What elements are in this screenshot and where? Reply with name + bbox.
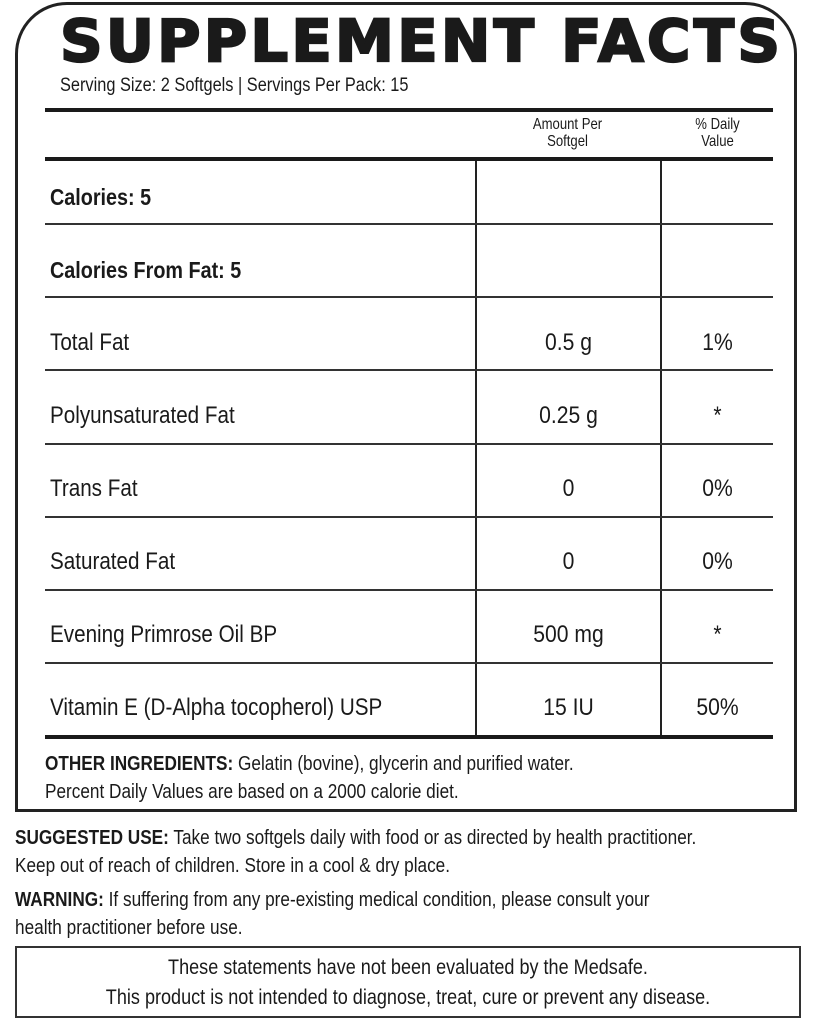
nutrient-name: Evening Primrose Oil BP [50,621,278,648]
disclaimer-line2: This product is not intended to diagnose, treat, cure or prevent any disease. [105,986,711,1009]
nutrient-name: Trans Fat [50,475,138,502]
nutrient-name: Vitamin E (D-Alpha tocopherol) USP [50,694,383,721]
table-row [45,672,773,744]
nutrient-daily-value: 0% [702,548,733,575]
table-row [45,526,773,598]
nutrient-name: Calories From Fat: 5 [50,257,242,283]
table-row [45,380,773,452]
daily-values-note: Percent Daily Values are based on a 2000 calorie diet. [45,781,459,803]
suggested-use-label: SUGGESTED USE: [15,827,169,849]
nutrient-name: Calories: 5 [50,184,152,210]
column-header-dv-line2: Value [701,133,734,150]
table-row [45,599,773,671]
nutrient-daily-value: 1% [702,329,733,356]
serving-info: Serving Size: 2 Softgels | Servings Per Pack: 15 [60,75,409,96]
suggested-use [15,824,696,852]
other-ingredients-label: OTHER INGREDIENTS: [45,753,234,775]
row-divider [45,296,773,298]
row-divider [45,662,773,664]
column-header-amount-line1: Amount Per [532,116,603,133]
suggested-use-text: Take two softgels daily with food or as directed by health practitioner. [168,827,697,849]
nutrient-amount: 500 mg [533,621,604,648]
nutrient-name: Saturated Fat [50,548,176,575]
header-rule-top [45,108,773,112]
disclaimer-box [15,946,801,1018]
nutrient-daily-value: * [713,621,722,648]
row-divider [45,589,773,591]
column-header-amount [492,116,644,150]
other-ingredients-text: Gelatin (bovine), glycerin and purified water. [233,753,574,775]
nutrient-name: Polyunsaturated Fat [50,402,235,429]
nutrient-daily-value: 50% [696,694,739,721]
nutrient-name: Total Fat [50,329,130,356]
disclaimer-line1: These statements have not been evaluated by the Medsafe. [168,956,648,979]
nutrient-daily-value: 0% [702,475,733,502]
nutrient-amount: 0 [562,475,575,502]
column-header-daily-value [672,116,763,150]
warning-line2: health practitioner before use. [15,917,243,939]
column-header-dv-line1: % Daily [695,116,740,133]
nutrient-amount: 0 [562,548,575,575]
other-ingredients [45,750,574,778]
warning-label: WARNING: [15,889,104,911]
nutrient-amount: 15 IU [543,694,594,721]
nutrient-amount: 0.25 g [539,402,598,429]
nutrient-amount: 0.5 g [545,329,592,356]
row-divider [45,223,773,225]
row-divider [45,369,773,371]
panel-title: SUPPLEMENT FACTS [60,7,784,75]
table-bottom-rule [45,735,773,739]
warning-text: If suffering from any pre-existing medical condition, please consult your [103,889,650,911]
table-row [45,453,773,525]
warning [15,886,649,914]
column-header-amount-line2: Softgel [547,133,588,150]
row-divider [45,443,773,445]
storage-note: Keep out of reach of children. Store in a cool & dry place. [15,855,451,877]
row-divider [45,516,773,518]
nutrient-daily-value: * [713,402,722,429]
